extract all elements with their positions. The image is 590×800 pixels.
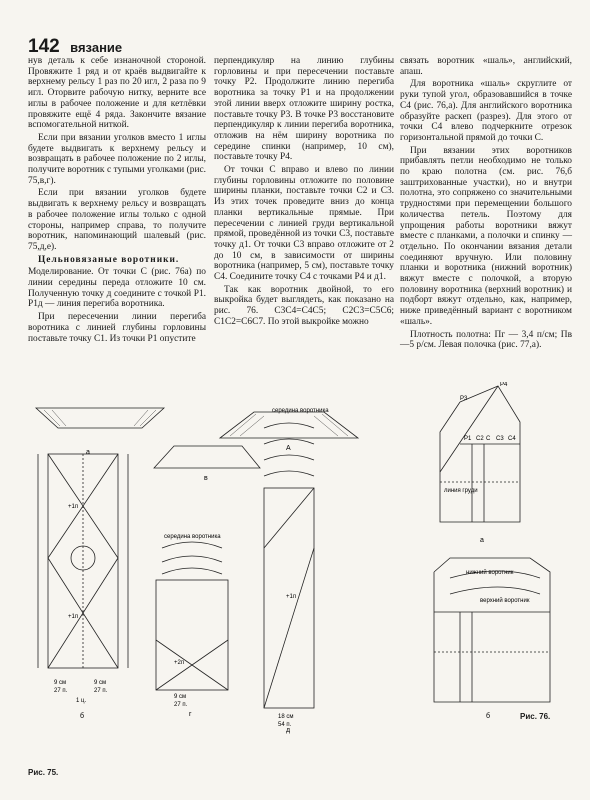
- section-title: вязание: [70, 40, 123, 55]
- text-column-2: [214, 56, 394, 330]
- paragraph: нув деталь к себе изнаночной стороной. Провяжите 1 ряд и от краёв выдвигайте к верхнему рельсу 1 раз по 20 игл, 2 раза по 9 игл. Оторвите рабочую нитку, верните все иглы в рабочее положение и для кетлёвки провяжите ещё 4 ряда. Закончите вязание вспомогательной ниткой.: [28, 56, 206, 131]
- figure-75-diagram: [24, 398, 404, 748]
- point-label: P3: [460, 396, 468, 402]
- pattern-A-shape: [220, 412, 358, 438]
- dim-label: 54 п.: [278, 722, 292, 728]
- point-label: C2: [476, 436, 484, 442]
- stitch-label: +1п: [286, 594, 297, 600]
- paragraph: От точки С вправо и влево по линии глубины горловины отложите по половине ширины планки, поставьте точки С2 и С3. Из этих точек проведите вниз до конца планки вертикальные прямые. При пересечении с линией груди вертикальной прямой, проведённой из точки С3, поставьте точку д1. От точки С3 вправо отложите от 2 до 10 см, в зависимости от ширины воротника (например, 5 см), поставьте точку С4. Соедините точку С4 с точками Р4 и д1.: [214, 165, 394, 283]
- figure-76-caption: Рис. 76.: [520, 712, 551, 721]
- pattern-v-shape: [154, 446, 260, 468]
- page-number: 142: [28, 36, 60, 57]
- stitch-label: +2п: [174, 660, 185, 666]
- page-header: [28, 36, 122, 58]
- label-v: в: [204, 475, 208, 482]
- line-label: нижний воротник: [466, 570, 514, 576]
- label-76b: б: [486, 713, 491, 720]
- label-a: а: [86, 449, 90, 456]
- paragraph: связать воротник «шаль», английский, апаш.: [400, 56, 572, 77]
- line-label: верхний воротник: [480, 598, 530, 604]
- paragraph: Если при вязании уголков вместо 1 иглы будете выдвигать к верхнему рельсу и возвращать в рабочее положение по 2 иглы, получите воротник с тупыми уголками (рис. 75,в,г).: [28, 132, 206, 186]
- pattern-76b-shape: [434, 558, 550, 702]
- point-label: C4: [508, 436, 516, 442]
- point-label: C3: [496, 436, 504, 442]
- stitch-label: +1п: [68, 504, 79, 510]
- paragraph: При пересечении линии перегиба воротника с линией глубины горловины поставьте точку С1. Из точки Р1 опустите: [28, 312, 206, 344]
- label-76a: а: [480, 537, 484, 544]
- paragraph: Плотность полотна: Пг — 3,4 п/см; Пв—5 р/см. Левая полочка (рис. 77,а).: [400, 329, 572, 351]
- point-label: P4: [500, 382, 508, 388]
- paragraph: перпендикуляр на линию глубины горловины и при пересечении поставьте точку Р2. Продолжите линию перегиба воротника за точку Р1 и на продолжении этой линии вверх отложите ширину ростка, поставьте точку Р3. В точке Р3 восстановите перпендикуляр к линии перегиба воротника, отложив на нём ширину воротника по середине спинки (например, 10 см), поставьте точку Р4.: [214, 56, 394, 163]
- pattern-a-shape: [36, 408, 164, 428]
- figure-76-diagram: [420, 382, 580, 722]
- paragraph: Для воротника «шаль» скруглите от руки тупой угол, образовавшийся в точке С4 (рис. 76,а). Для английского воротника образуйте раскеп (разрез). Для этого от точки С4 влево подчеркните отрезок горизонтальной прямой до точки С.: [400, 79, 572, 143]
- figure-75-caption: Рис. 75.: [28, 768, 59, 777]
- label-d: д: [286, 727, 291, 734]
- subheading: Цельновязаные воротники.: [38, 254, 180, 265]
- dim-label: 27 п.: [54, 688, 68, 694]
- paragraph: Так как воротник двойной, то его выкройка будет выглядеть, как показано на рис. 76. С3С4=С4С5; С2С3=С5С6; С1С2=С6С7. По этой выкройке можно: [214, 284, 394, 327]
- paragraph: Моделирование. От точки С (рис. 76а) по линии середины переда отложите 10 см. Полученную точку д соедините с точкой Р1. Р1д — линия перегиба воротника.: [28, 267, 206, 310]
- dim-label: 9 см: [54, 680, 67, 686]
- mid-label-2: середина воротника: [164, 534, 221, 540]
- label-A: А: [286, 445, 291, 452]
- text-column-1: [28, 56, 206, 346]
- paragraph: При вязании этих воротников прибавлять петли необходимо не только по краю полотна (см. рис. 76,б заштрихованные участки), но и внутри полотна, это сопряжено со значительными трудностями при перемещении большого количества петель. Поэтому для упрощения работы воротники вяжут вместе с планками, а полочки и спинку — отдельно. По окончании вязания детали соединяют вручную. Или половину планки и воротника (нижний воротник) вяжут вместе с полочкой, а вторую половину воротника (верхний воротник) и подборт вяжут отдельно, как, например, ниже приведённый вариант с воротником «шаль».: [400, 145, 572, 327]
- dim-label: 9 см: [94, 680, 107, 686]
- dim-label: 1 ц.: [76, 698, 87, 704]
- point-label: C: [486, 436, 491, 442]
- dim-label: 18 см: [278, 714, 294, 720]
- point-label: P1: [464, 436, 472, 442]
- label-b: б: [80, 713, 85, 720]
- dim-label: 27 п.: [174, 702, 188, 708]
- label-g: г: [189, 711, 192, 718]
- dim-label: 27 п.: [94, 688, 108, 694]
- stitch-label: +1п: [68, 614, 79, 620]
- mid-label-1: середина воротника: [272, 408, 329, 414]
- paragraph: Если при вязании уголков будете выдвигать к верхнему рельсу и возвращать в рабочее положение иглы только с одной стороны, например справа, то получите воротник, напоминающий шалевый (рис. 75,д,е).: [28, 188, 206, 252]
- text-column-3: [400, 56, 572, 353]
- line-label: линия груди: [444, 488, 478, 494]
- pattern-g-panel: [156, 580, 228, 690]
- dim-label: 9 см: [174, 694, 187, 700]
